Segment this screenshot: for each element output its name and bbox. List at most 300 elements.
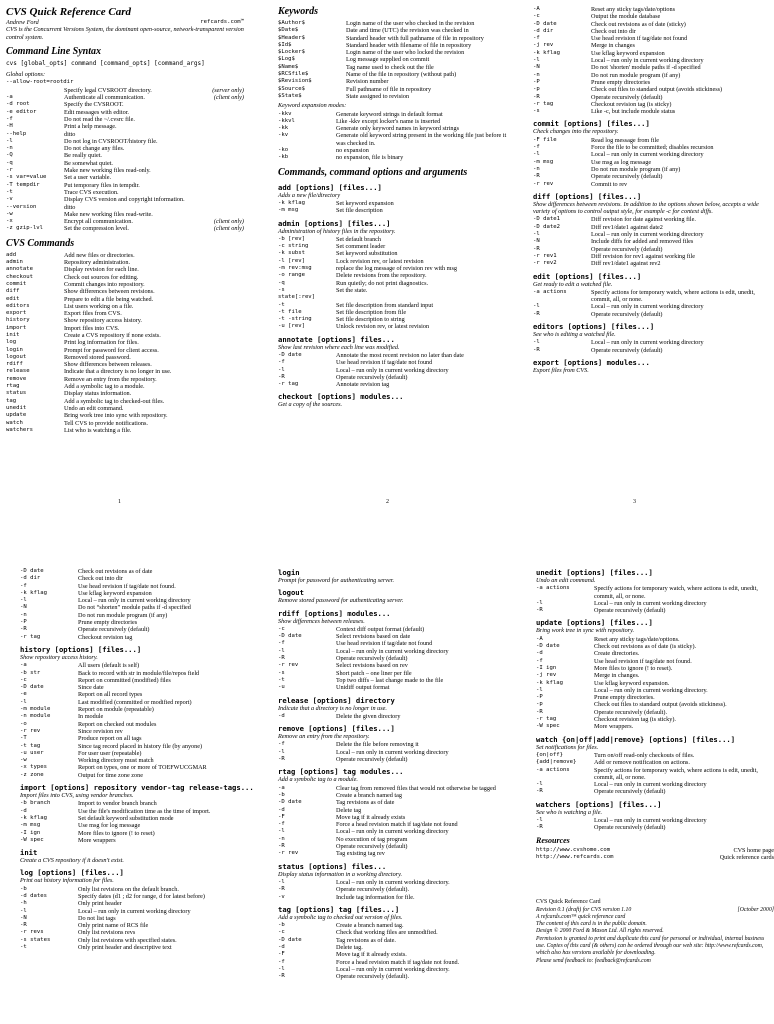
option-key: -c string (278, 243, 309, 250)
option-row (20, 750, 258, 757)
option-scope (206, 101, 244, 108)
option-row (278, 756, 516, 763)
option-desc: Local – run only in current working directory. (336, 878, 450, 886)
option-key: -a (20, 662, 27, 669)
option-desc: Checkout revision tag (is sticky) (591, 100, 672, 108)
option-desc: List who is watching a file. (64, 426, 132, 434)
option-key: -l (533, 231, 540, 238)
option-key: -r revs (20, 929, 44, 936)
option-row (20, 937, 258, 944)
option-desc: Authenticate all communication. (64, 94, 145, 102)
option-desc: Use head revision if tag/date not found. (594, 657, 692, 665)
option-row (278, 302, 516, 309)
option-row (533, 86, 771, 93)
option-key: {on|off} (536, 751, 563, 758)
sheet-back (0, 512, 774, 1024)
command-description: Remove stored password for authenticating server. (278, 597, 404, 605)
option-key: -a actions (533, 288, 567, 295)
option-key: -D date (278, 799, 302, 806)
option-desc: Like -kkv except locker's name is inserted (336, 117, 441, 125)
option-row (6, 204, 244, 211)
option-key: $Name$ (278, 63, 299, 70)
option-row (6, 252, 244, 259)
option-desc: Repository administration. (64, 259, 130, 267)
option-row (6, 281, 244, 288)
command-syntax: log [options] [files...] (20, 868, 124, 878)
option-desc: Local – run only in current working directory (336, 647, 449, 655)
resource-link[interactable]: http://www.refcards.com (536, 853, 614, 860)
option-row (278, 374, 516, 381)
cmd-diff (533, 192, 771, 268)
option-desc: Prune empty directories. (594, 694, 655, 702)
command-options-table (533, 216, 771, 267)
option-key: tag (6, 397, 17, 404)
option-row (278, 973, 516, 980)
option-row (278, 626, 516, 633)
option-row (278, 27, 516, 34)
option-desc: Local – run only in current working directory (591, 151, 704, 159)
option-row (536, 600, 774, 607)
option-scope: (client only) (213, 94, 244, 102)
option-key: -k kflag (20, 589, 47, 596)
option-key: log (6, 339, 17, 346)
option-row (20, 583, 258, 590)
option-desc: Diff rev1/date1 against rev2 (591, 260, 661, 268)
option-desc: Show differences between revisions. (64, 288, 155, 296)
option-row (20, 619, 258, 626)
command-description: Show differences between releases. (278, 617, 365, 625)
option-key: -R (533, 93, 540, 100)
option-key: -ko (278, 147, 289, 154)
option-key: -l (278, 828, 285, 835)
option-desc: Add new files or directories. (64, 251, 135, 259)
option-row (533, 50, 771, 57)
option-desc: Operate recursively (default) (591, 93, 663, 101)
option-key: -R (278, 843, 285, 850)
command-description: Prompt for password for authenticating server. (278, 577, 395, 584)
option-key: -b (278, 791, 285, 798)
option-row (20, 670, 258, 677)
option-key: $Date$ (278, 27, 299, 34)
command-description: Check changes into the repository. (533, 128, 619, 136)
option-key: -n (6, 145, 13, 152)
option-desc: Select revisions based on rev (336, 662, 408, 670)
option-desc: Output for time zone zone (78, 771, 143, 779)
cmd-remove (278, 724, 516, 763)
option-key: -D date (20, 684, 44, 691)
option-desc: Context diff output format (default) (336, 625, 425, 633)
option-key: -D date (278, 936, 302, 943)
option-key: -d root (6, 101, 30, 108)
option-key: -t (6, 188, 13, 195)
option-desc: Operate recursively (default) (336, 843, 408, 851)
colophon-title: CVS Quick Reference Card (536, 899, 601, 906)
global-options-table (6, 87, 244, 233)
option-row (6, 427, 244, 434)
global-option-first: --allow-root=rootdir (6, 79, 74, 86)
option-desc: Check out revisions as of date (sticky) (591, 20, 686, 28)
option-key: -l (536, 599, 543, 606)
command-description: See who is watching a file. (536, 808, 602, 816)
option-key: editors (6, 302, 30, 309)
command-syntax: unedit [options] [files...] (536, 568, 653, 577)
option-row (533, 28, 771, 35)
option-row (536, 788, 774, 795)
option-desc: ditto (64, 130, 76, 138)
option-key: -l (278, 965, 285, 972)
option-key: admin (6, 259, 23, 266)
option-row (20, 691, 258, 698)
option-desc: More files to ignore (! to reset) (78, 829, 155, 837)
option-row (6, 218, 244, 225)
option-desc: Set keyword expansion (336, 199, 394, 207)
option-desc: Print a help message. (64, 123, 117, 131)
option-key: -t (278, 676, 285, 683)
option-desc: Clear tag from removed files that would not otherwise be tagged (336, 784, 496, 792)
option-key: -R (536, 607, 543, 614)
option-desc: Delete the given directory (336, 712, 401, 720)
option-row (278, 20, 516, 27)
option-desc: Specify actions for temporary watch, where actions is edit, unedit, commit, all, or none. (594, 585, 758, 600)
option-row (20, 808, 258, 815)
option-key: -k kflag (533, 49, 560, 56)
option-key: login (6, 346, 23, 353)
option-key: -R (536, 708, 543, 715)
option-key: -l (536, 686, 543, 693)
option-desc: Do not run module program (if any) (591, 71, 681, 79)
command-description: Export files from CVS. (533, 366, 589, 374)
option-key: diff (6, 288, 20, 295)
option-key: history (6, 317, 30, 324)
option-desc: Report on module (repeatable) (78, 706, 154, 714)
option-desc: Delete revisions from the repository. (336, 272, 427, 280)
option-key: status (6, 390, 27, 397)
command-options-table (278, 713, 516, 720)
option-key: -m msg (20, 822, 41, 829)
option-row (536, 781, 774, 788)
option-key: -n module (20, 713, 51, 720)
option-key: -R (278, 373, 285, 380)
page-number: 2 (386, 498, 389, 505)
commands-table (6, 252, 244, 434)
option-row (278, 258, 516, 265)
option-row (278, 316, 516, 323)
option-key: -f (533, 35, 540, 42)
command-description: Indicate that a directory is no longer in use. (278, 704, 387, 712)
option-desc: Operate recursively (default) (594, 824, 666, 832)
option-desc: Since revision rev (78, 727, 123, 735)
option-row (278, 677, 516, 684)
option-key: commit (6, 280, 27, 287)
option-row (533, 260, 771, 267)
option-key: -l (278, 878, 285, 885)
option-row (278, 662, 516, 669)
sheet-front (0, 0, 768, 512)
option-key: -r rev (20, 727, 41, 734)
command-syntax: diff [options] [files...] (533, 191, 642, 201)
option-row (6, 376, 244, 383)
option-row (6, 196, 244, 203)
option-scope (206, 182, 244, 189)
option-desc: Create a CVS repository if none exists. (64, 331, 161, 339)
option-key: -d (536, 650, 543, 657)
option-desc: Operate recursively (default) (336, 655, 408, 663)
option-desc: Be somewhat quiet. (64, 159, 113, 167)
option-desc: Commit to rev (591, 180, 628, 188)
command-description: Show repository access history. (20, 653, 98, 661)
option-row (6, 325, 244, 332)
option-desc: Operate recursively (default) (78, 626, 150, 634)
option-key: -o (20, 720, 27, 727)
option-key: -P (533, 78, 540, 85)
option-row (533, 231, 771, 238)
option-desc: Local – run only in current working directory. (594, 686, 708, 694)
option-key: $Source$ (278, 85, 305, 92)
option-key: -c (278, 625, 285, 632)
option-desc: Tag revisions as of date. (336, 936, 396, 944)
option-key: -l (6, 137, 13, 144)
cmd-logout (278, 588, 516, 604)
command-syntax: rtag [options] tag modules... (278, 767, 404, 777)
command-options-table (278, 352, 516, 388)
option-row (533, 166, 771, 173)
command-syntax: init (20, 848, 38, 858)
command-syntax: update [options] [files...] (536, 618, 653, 628)
option-row (20, 699, 258, 706)
option-key: import (6, 324, 27, 331)
option-desc: Delete tag. (336, 943, 363, 951)
option-key: -R (533, 346, 540, 353)
option-desc: Merge in changes (591, 42, 635, 50)
option-desc: Do not log in CVSROOT/history file. (64, 137, 158, 145)
option-key: -n (533, 165, 540, 172)
option-key: -P (20, 619, 27, 626)
option-key: -s (533, 108, 540, 115)
option-desc: Use msg for log message (78, 822, 141, 830)
export-options-table (20, 568, 258, 641)
option-desc: Use msg as log message (591, 158, 652, 166)
option-row (20, 915, 258, 922)
option-desc: no expansion (336, 147, 369, 155)
option-row (278, 785, 516, 792)
command-description: Print out history information for files. (20, 877, 114, 885)
option-row (278, 929, 516, 936)
option-desc: Set default branch (336, 235, 382, 243)
option-row (6, 94, 244, 101)
command-syntax: tag [options] tag [files...] (278, 904, 400, 914)
option-desc: Report on all record types (78, 691, 143, 699)
option-key: -W spec (536, 723, 560, 730)
option-scope (206, 204, 244, 211)
option-desc: Force a head revision match if tag/date not found. (336, 958, 460, 966)
option-row (278, 56, 516, 63)
command-syntax: editors [options] [files...] (533, 321, 655, 331)
cmd-admin (278, 219, 516, 331)
command-options-table (536, 636, 774, 731)
cmd-rtag (278, 767, 516, 857)
option-row (536, 680, 774, 687)
option-key: -k kflag (278, 199, 305, 206)
option-key: -n (533, 71, 540, 78)
cmd-annotate (278, 335, 516, 389)
option-row (533, 311, 771, 318)
option-row (6, 174, 244, 181)
option-key: -D date (278, 351, 302, 358)
option-row (20, 706, 258, 713)
option-row (6, 101, 244, 108)
option-desc: Use kflag keyword expansion (591, 49, 665, 57)
cmd-watchers (536, 800, 774, 832)
option-desc: Full pathname of file in repository (346, 85, 432, 93)
command-options-table (20, 800, 258, 844)
cmd-login (278, 568, 516, 584)
command-options-table (536, 585, 774, 614)
option-row (533, 57, 771, 64)
option-desc: Set a user variable. (64, 174, 112, 182)
option-row (6, 398, 244, 405)
command-syntax: watchers [options] [files...] (536, 799, 662, 809)
option-desc: Set file description from standard input (336, 301, 434, 309)
command-syntax: export [options] modules... (533, 357, 650, 367)
option-key: -l (20, 907, 27, 914)
command-description: Bring work tree in sync with repository. (536, 627, 635, 635)
option-key: -kkvl (278, 117, 295, 124)
cmd-checkout (278, 392, 516, 408)
option-row (6, 296, 244, 303)
option-desc: Operate recursively (default) (336, 756, 408, 764)
option-row (278, 118, 516, 125)
option-desc: Name of the file in repository (without path) (346, 71, 457, 79)
resource-link[interactable]: http://www.cvshome.com (536, 846, 611, 853)
option-key: -R (533, 310, 540, 317)
option-row (536, 658, 774, 665)
option-desc: Checkout revision tag (is sticky). (594, 716, 676, 724)
option-desc: Show repository access history. (64, 317, 142, 325)
option-key: -r (6, 167, 13, 174)
option-row (533, 289, 771, 304)
option-key: -d (278, 943, 285, 950)
option-desc: Unidiff output format (336, 684, 390, 692)
option-desc: Add a symbolic tag to a module. (64, 383, 145, 391)
option-row (20, 922, 258, 929)
option-desc: Local – run only in current working directory (591, 303, 704, 311)
option-row (278, 272, 516, 279)
option-key: -n (278, 835, 285, 842)
option-key: -t tag (20, 742, 41, 749)
option-row (536, 824, 774, 831)
command-syntax: release [options] directory (278, 695, 395, 705)
option-key: watchers (6, 426, 33, 433)
option-row (533, 42, 771, 49)
option-key: -a actions (536, 766, 570, 773)
option-row (533, 347, 771, 354)
command-description: Remove an entry from the repository. (278, 733, 370, 741)
option-row (20, 837, 258, 844)
cmd-editors (533, 322, 771, 354)
option-key: -D date (536, 643, 560, 650)
cmd-edit (533, 272, 771, 318)
option-row (278, 287, 516, 294)
option-key: -l (278, 647, 285, 654)
option-desc: Output the module database (591, 13, 661, 21)
option-key: -l (533, 151, 540, 158)
option-row (278, 42, 516, 49)
command-syntax: import [options] repository vendor-tag release-tags... (20, 783, 254, 793)
option-row (278, 966, 516, 973)
option-row (536, 701, 774, 708)
option-desc: Display revision for each line. (64, 266, 139, 274)
option-row (533, 64, 771, 71)
option-key: -l (536, 781, 543, 788)
option-desc: Standard header with full pathname of file in repository (346, 34, 484, 42)
option-desc: Bring work tree into sync with repository. (64, 412, 168, 420)
option-desc: Like -c, but include module status (591, 108, 676, 116)
option-desc: Force a head revision match if tag/date not found (336, 821, 458, 829)
option-key: watch (6, 419, 23, 426)
option-desc: Import to vendor branch branch (78, 800, 157, 808)
option-row (20, 626, 258, 633)
option-desc: Short patch – one liner per file (336, 669, 412, 677)
option-row (278, 633, 516, 640)
option-row (536, 687, 774, 694)
option-key: -D date2 (533, 223, 560, 230)
option-desc: Produce report on all tags (78, 735, 142, 743)
colophon-line: The content of this card is in the public domain. (536, 921, 647, 928)
option-key: -b str (20, 669, 41, 676)
option-desc: Set keyword substitution (336, 250, 398, 258)
option-row (20, 597, 258, 604)
option-row (533, 21, 771, 28)
option-row (6, 274, 244, 281)
command-options-table (533, 137, 771, 188)
option-key: -A (533, 6, 540, 12)
command-options-table (278, 741, 516, 763)
option-desc: Set default keyword substitution mode (78, 814, 174, 822)
option-desc: Create a branch named tag (336, 791, 402, 799)
option-key: checkout (6, 273, 33, 280)
option-row (278, 879, 516, 886)
option-scope (206, 167, 244, 174)
global-options-label: Global options: (6, 71, 46, 79)
option-key: -b [rev] (278, 235, 305, 242)
section-heading: CVS Commands (6, 237, 75, 249)
option-key: -p (533, 86, 540, 93)
option-key: $State$ (278, 92, 302, 99)
option-key: -d dir (20, 575, 41, 582)
option-desc: Only print header and descriptive text (78, 944, 172, 952)
option-desc: More wrappers. (594, 723, 634, 731)
option-row (6, 317, 244, 324)
option-desc: Lock revision rev, or latest revision (336, 257, 424, 265)
cmd-init (20, 848, 258, 864)
option-key: -m msg (533, 158, 554, 165)
option-desc: Since tag record placed in history file (by anyone) (78, 742, 203, 750)
option-key: -l (536, 817, 543, 824)
option-desc: Specify the CVSROOT. (64, 101, 124, 109)
option-key: -N (533, 238, 540, 245)
option-desc: State assigned to revision (346, 92, 410, 100)
option-key: -R (20, 922, 27, 929)
option-desc: Since date (78, 684, 104, 692)
option-row (533, 151, 771, 158)
option-row (278, 640, 516, 647)
option-desc: Delete tag (336, 806, 362, 814)
option-key: -H (6, 123, 13, 130)
option-row (6, 390, 244, 397)
option-row (20, 677, 258, 684)
option-desc: Encrypt all communication. (64, 218, 133, 226)
option-key: -a (6, 94, 13, 101)
